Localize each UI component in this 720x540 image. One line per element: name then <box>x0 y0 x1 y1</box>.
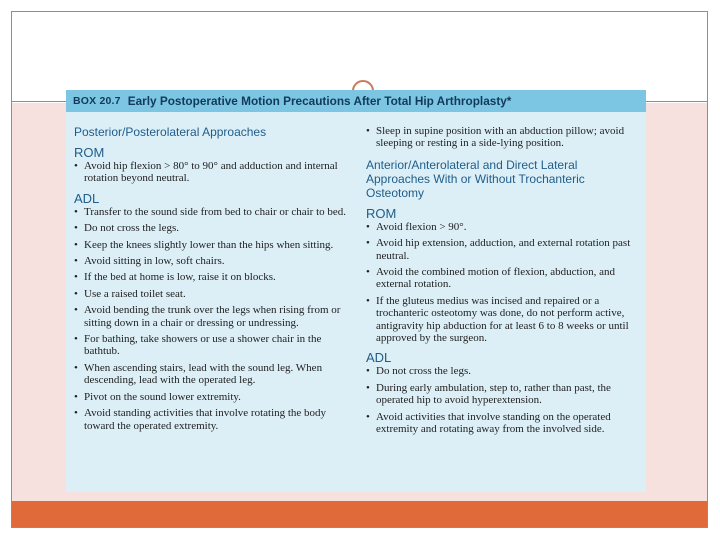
list-item: • Do not cross the legs. <box>366 365 640 377</box>
list-item: • If the bed at home is low, raise it on blocks. <box>74 271 350 283</box>
box-title: Early Postoperative Motion Precautions After Total Hip Arthroplasty* <box>127 94 512 108</box>
list-item: • Keep the knees slightly lower than the hips when sitting. <box>74 239 350 251</box>
list-item: • Avoid activities that involve standing on the operated extremity and rotating away from the involved side. <box>366 411 640 436</box>
list-item: • Avoid hip extension, adduction, and external rotation past neutral. <box>366 237 640 262</box>
precautions-box <box>66 90 646 492</box>
adl-list <box>74 206 350 432</box>
list-item: • If the gluteus medius was incised and repaired or a trochanteric osteotomy was done, do not perform active, antigravity hip abduction for at least 6 to 8 weeks or until approved by the surgeon. <box>366 295 640 345</box>
list-item: • Avoid flexion > 90°. <box>366 221 640 233</box>
list-item: • Pivot on the sound lower extremity. <box>74 391 350 403</box>
list-item: • Avoid the combined motion of flexion, abduction, and external rotation. <box>366 266 640 291</box>
list-item: • Sleep in supine position with an abduction pillow; avoid sleeping or resting in a side-lying position. <box>366 125 640 150</box>
anterior-approaches-title: Anterior/Anterolateral and Direct Lateral Approaches With or Without Trochanteric Osteotomy <box>366 157 585 200</box>
adl-heading: ADL <box>74 190 100 206</box>
list-item: • When ascending stairs, lead with the sound leg. When descending, lead with the operated leg. <box>74 362 350 387</box>
right-column <box>366 125 640 440</box>
list-item: • Do not cross the legs. <box>74 222 350 234</box>
footer-bar <box>12 501 707 527</box>
sleep-list <box>366 125 640 150</box>
rom-heading: ROM <box>74 145 105 160</box>
list-item: • Transfer to the sound side from bed to chair or chair to bed. <box>74 206 350 218</box>
posterior-approaches-title: Posterior/Posterolateral Approaches <box>74 125 267 139</box>
box-number: BOX 20.7 <box>73 95 121 107</box>
rom-heading: ROM <box>366 205 397 221</box>
left-column <box>74 125 350 436</box>
list-item: • For bathing, take showers or use a shower chair in the bathtub. <box>74 333 350 358</box>
adl-list <box>366 365 640 435</box>
list-item: • Avoid bending the trunk over the legs when rising from or sitting down in a chair or dressing or undressing. <box>74 304 350 329</box>
rom-list <box>74 160 350 185</box>
list-item: • Avoid hip flexion > 80° to 90° and adduction and internal rotation beyond neutral. <box>74 160 350 185</box>
list-item: • Use a raised toilet seat. <box>74 288 350 300</box>
list-item: • Avoid sitting in low, soft chairs. <box>74 255 350 267</box>
rom-list <box>366 221 640 345</box>
adl-heading: ADL <box>366 350 392 366</box>
box-header <box>66 90 646 112</box>
list-item: • During early ambulation, step to, rather than past, the operated hip to avoid hyperextension. <box>366 382 640 407</box>
list-item: • Avoid standing activities that involve rotating the body toward the operated extremity. <box>74 407 350 432</box>
